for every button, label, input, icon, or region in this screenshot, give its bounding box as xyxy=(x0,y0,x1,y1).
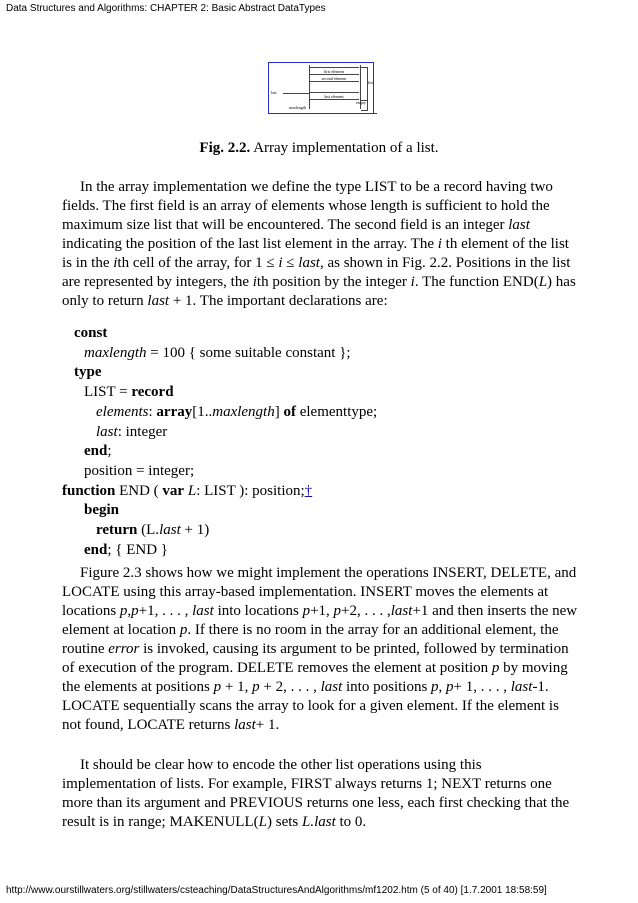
code-line: begin xyxy=(84,502,120,519)
array-cell-last: last element xyxy=(309,92,359,100)
code-line: end; xyxy=(84,443,112,460)
array-cell-first: first element xyxy=(309,67,359,75)
paragraph-other-operations: It should be clear how to encode the other list operations using this implementation of lists. For example, FIRST always returns 1; NEXT returns one more than its argument and PREVIOUS returns one less, each first checking that the result is in range; MAKENULL(L) sets L.last to 0. xyxy=(62,757,570,830)
code-line: end; { END } xyxy=(84,541,168,558)
caption-text: Array implementation of a list. xyxy=(250,140,439,156)
empty-label: empty xyxy=(356,100,366,105)
code-line: elements: array[1..maxlength] of elementtype; xyxy=(96,403,378,420)
array-cell-divider xyxy=(309,99,359,100)
code-line: type xyxy=(74,364,102,381)
figure-array-list xyxy=(268,62,374,114)
code-line: return (L.last + 1) xyxy=(96,522,210,539)
array-cell-divider xyxy=(309,81,359,82)
code-line: LIST = record xyxy=(84,384,174,401)
code-block-declarations xyxy=(62,324,578,560)
paragraph-array-implementation: In the array implementation we define the type LIST to be a record having two fields. The first field is an array of elements whose length is sufficient to hold the maximum size list that will be encountered. The second field is an integer last indicating the position of the last list element in the array. The i th element of the list is in the ith cell of the array, for 1 ≤ i ≤ last, as shown in Fig. 2.2. Positions in the list are represented by integers, the ith position by the integer i. The function END(L) has only to return last + 1. The important declarations are: xyxy=(62,179,576,309)
array-cell-second: second element xyxy=(309,74,359,82)
code-line: position = integer; xyxy=(84,462,195,479)
code-line: maxlength = 100 { some suitable constant }; xyxy=(84,344,351,361)
code-line: last: integer xyxy=(96,423,168,440)
caption-label: Fig. 2.2. xyxy=(199,140,251,156)
code-line: function END ( var L: LIST ): position;† xyxy=(62,482,313,499)
paragraph-insert-delete-locate: Figure 2.3 shows how we might implement the operations INSERT, DELETE, and LOCATE using this array-based implementation. INSERT moves the elements at locations p,p+1, . . . , last into locations p+1, p+2, . . . ,last+1 and then inserts the new element at location p. If there is no room in the array for an additional element, the routine error is invoked, causing its argument to be printed, followed by termination of execution of the program. DELETE removes the element at position p by moving the elements at positions p + 1, p + 2, . . . , last into positions p, p+ 1, . . . , last-1. LOCATE sequentially scans the array to look for a given element. If the element is not found, LOCATE returns last+ 1. xyxy=(62,565,578,733)
figure-link-mark[interactable] xyxy=(372,113,377,114)
footnote-dagger-link[interactable]: † xyxy=(304,482,313,499)
list-label: list xyxy=(368,80,373,85)
code-line: const xyxy=(74,325,108,341)
maxlength-label: maxlength xyxy=(289,105,306,110)
page-footer-url: http://www.ourstillwaters.org/stillwaters/csteaching/DataStructuresAndAlgorithms/mf1202.htm (5 of 40) [1.7.2001 18:58:59] xyxy=(6,885,547,896)
page-header: Data Structures and Algorithms: CHAPTER 2: Basic Abstract DataTypes xyxy=(6,3,326,14)
last-arrow xyxy=(283,93,309,94)
list-brace xyxy=(361,67,368,101)
figure-caption xyxy=(0,140,638,157)
last-label: last xyxy=(271,90,277,95)
